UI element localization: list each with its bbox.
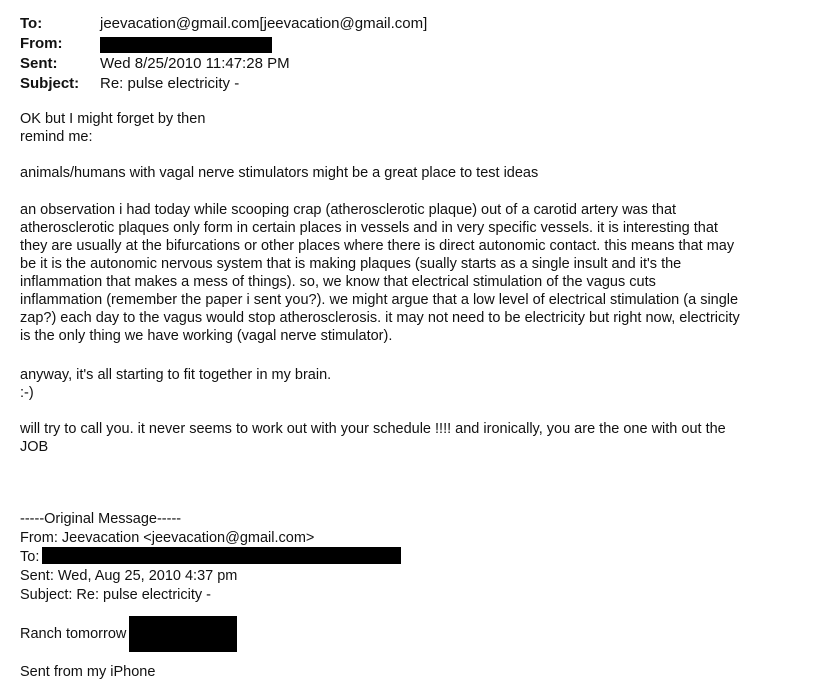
from-value xyxy=(100,34,800,54)
subject-value: Re: pulse electricity - xyxy=(100,75,240,92)
original-from: From: Jeevacation <jeevacation@gmail.com> xyxy=(20,530,315,546)
original-to xyxy=(20,548,810,567)
from-label: From: xyxy=(20,35,63,52)
body-paragraph-5 xyxy=(20,420,810,456)
body-paragraph-4 xyxy=(20,366,810,402)
paragraph-text: an observation i had today while scooping crap (atherosclerotic plaque) out of a carotid artery was that atherosclerotic plaques only form in certain places in vessels and in very specific vessels. it is interesting that they are usually at the bifurcations or other places where there is direct autonomic contact. this means that may be it is the autonomic nervous system that is making plaques (sually starts as a single insult and it's the inflammation that makes a mess of things). so, we know that electrical stimulation of the vagus cuts inflammation (remember the paper i sent you?). we might argue that a low level of electrical stimulation (a single zap?) each day to the vagus would stop atherosclerosis. it may not need to be electricity but right now, electricity is the only thing we have working (vagal nerve stimulator). xyxy=(20,202,740,344)
paragraph-text: OK but I might forget by then remind me: xyxy=(20,111,206,145)
ranch-line xyxy=(20,616,810,652)
original-message xyxy=(20,510,810,605)
original-sent: Sent: Wed, Aug 25, 2010 4:37 pm xyxy=(20,568,238,584)
sent-label: Sent: xyxy=(20,55,58,72)
body-paragraph-1 xyxy=(20,110,810,146)
redaction-block xyxy=(100,37,272,53)
paragraph-text: anyway, it's all starting to fit together in my brain. :-) xyxy=(20,367,332,401)
to-label: To: xyxy=(20,15,43,32)
body-paragraph-3 xyxy=(20,201,810,345)
to-row xyxy=(20,14,800,34)
original-message-divider: -----Original Message----- xyxy=(20,511,182,527)
paragraph-text: animals/humans with vagal nerve stimulators might be a great place to test ideas xyxy=(20,165,539,181)
original-subject: Subject: Re: pulse electricity - xyxy=(20,587,211,603)
subject-label: Subject: xyxy=(20,75,80,92)
signature-text: Sent from my iPhone xyxy=(20,664,156,680)
sent-value: Wed 8/25/2010 11:47:28 PM xyxy=(100,55,290,72)
sent-row xyxy=(20,54,800,74)
to-value: jeevacation@gmail.com[jeevacation@gmail.com] xyxy=(100,15,428,32)
redaction-block xyxy=(42,547,401,564)
from-row xyxy=(20,34,800,54)
paragraph-text: will try to call you. it never seems to work out with your schedule !!!! and ironically, you are the one with out the JOB xyxy=(20,421,726,455)
subject-row xyxy=(20,74,800,94)
body-paragraph-2 xyxy=(20,164,810,182)
original-to-label: To: xyxy=(20,549,40,565)
signature-line xyxy=(20,663,810,681)
redaction-block xyxy=(129,616,237,652)
email-header xyxy=(20,14,800,94)
ranch-text: Ranch tomorrow xyxy=(20,626,127,642)
